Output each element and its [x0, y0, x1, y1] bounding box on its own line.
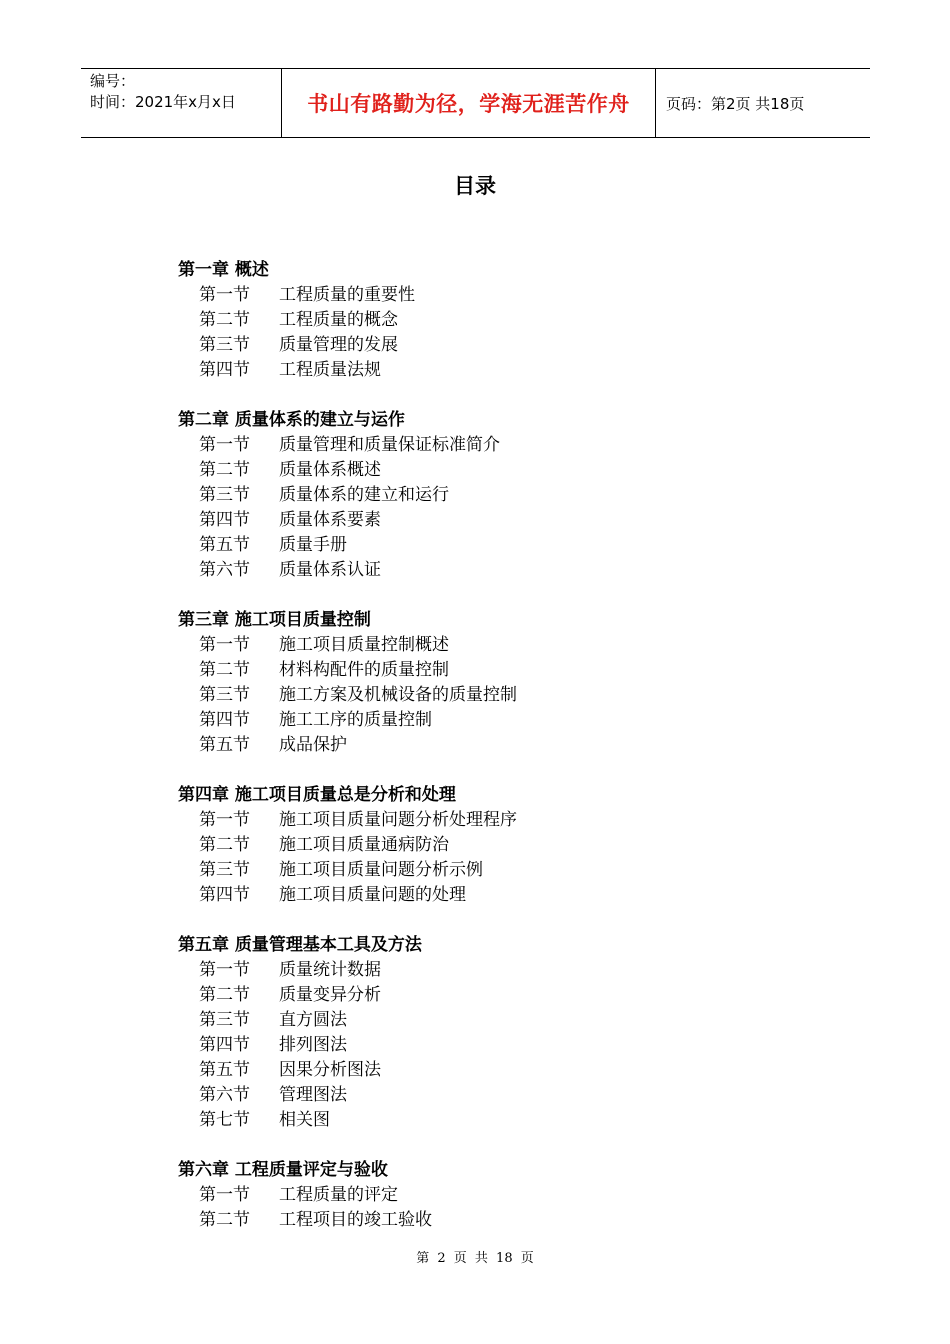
section-number: 第四节	[199, 360, 250, 380]
toc-section	[178, 1108, 778, 1133]
toc-section	[178, 633, 778, 658]
section-number: 第三节	[199, 860, 250, 880]
section-title: 质量变异分析	[279, 985, 381, 1005]
section-number: 第六节	[199, 560, 250, 580]
toc-section	[178, 1033, 778, 1058]
section-number: 第二节	[199, 310, 250, 330]
toc-chapter	[178, 608, 778, 758]
toc-section	[178, 333, 778, 358]
document-number-label: 编号：	[90, 72, 136, 90]
section-number: 第三节	[199, 485, 250, 505]
section-title: 工程质量的评定	[279, 1185, 398, 1205]
toc-section	[178, 458, 778, 483]
section-number: 第五节	[199, 735, 250, 755]
section-number: 第一节	[199, 285, 250, 305]
toc-section	[178, 958, 778, 983]
toc-section	[178, 433, 778, 458]
chapter-title: 第六章 工程质量评定与验收	[178, 1160, 388, 1180]
page-header	[81, 68, 870, 138]
toc-section	[178, 558, 778, 583]
toc-section	[178, 1183, 778, 1208]
toc-section	[178, 1008, 778, 1033]
toc-chapter	[178, 783, 778, 908]
toc-section	[178, 283, 778, 308]
toc-section	[178, 833, 778, 858]
chapter-title: 第四章 施工项目质量总是分析和处理	[178, 785, 456, 805]
toc-section	[178, 358, 778, 383]
page-title: 目录	[454, 174, 496, 198]
toc-section	[178, 708, 778, 733]
section-number: 第三节	[199, 685, 250, 705]
section-number: 第五节	[199, 1060, 250, 1080]
section-title: 管理图法	[279, 1085, 347, 1105]
document-time-label: 时间：2021年x月x日	[90, 93, 236, 111]
header-page-info: 页码：第2页 共18页	[666, 94, 805, 113]
section-number: 第一节	[199, 435, 250, 455]
toc-section	[178, 883, 778, 908]
section-title: 质量体系认证	[279, 560, 381, 580]
section-title: 施工项目质量问题分析示例	[279, 860, 483, 880]
section-title: 质量体系的建立和运行	[279, 485, 449, 505]
section-title: 直方圆法	[279, 1010, 347, 1030]
section-title: 质量统计数据	[279, 960, 381, 980]
section-title: 因果分析图法	[279, 1060, 381, 1080]
section-title: 质量体系概述	[279, 460, 381, 480]
section-number: 第七节	[199, 1110, 250, 1130]
section-number: 第三节	[199, 335, 250, 355]
section-title: 成品保护	[279, 735, 347, 755]
toc-section	[178, 858, 778, 883]
toc-section	[178, 733, 778, 758]
section-number: 第三节	[199, 1010, 250, 1030]
section-title: 质量手册	[279, 535, 347, 555]
section-number: 第五节	[199, 535, 250, 555]
toc-chapter	[178, 408, 778, 583]
section-title: 施工项目质量问题的处理	[279, 885, 466, 905]
section-number: 第六节	[199, 1085, 250, 1105]
section-number: 第四节	[199, 885, 250, 905]
section-number: 第二节	[199, 835, 250, 855]
section-title: 工程质量的重要性	[279, 285, 415, 305]
toc-chapter	[178, 933, 778, 1133]
section-number: 第一节	[199, 960, 250, 980]
toc-section	[178, 308, 778, 333]
section-title: 相关图	[279, 1110, 330, 1130]
section-title: 质量管理的发展	[279, 335, 398, 355]
toc-section	[178, 483, 778, 508]
section-title: 工程项目的竣工验收	[279, 1210, 432, 1230]
toc-section	[178, 983, 778, 1008]
toc-section	[178, 683, 778, 708]
chapter-title: 第二章 质量体系的建立与运作	[178, 410, 405, 430]
table-of-contents	[178, 258, 778, 1258]
section-number: 第四节	[199, 510, 250, 530]
section-number: 第一节	[199, 635, 250, 655]
chapter-title: 第五章 质量管理基本工具及方法	[178, 935, 422, 955]
section-title: 质量管理和质量保证标准简介	[279, 435, 500, 455]
toc-section	[178, 658, 778, 683]
section-title: 施工项目质量问题分析处理程序	[279, 810, 517, 830]
section-title: 排列图法	[279, 1035, 347, 1055]
section-number: 第二节	[199, 660, 250, 680]
section-title: 施工方案及机械设备的质量控制	[279, 685, 517, 705]
toc-section	[178, 1208, 778, 1233]
header-meta	[81, 69, 281, 137]
section-title: 材料构配件的质量控制	[279, 660, 449, 680]
section-title: 质量体系要素	[279, 510, 381, 530]
toc-section	[178, 533, 778, 558]
toc-chapter	[178, 1158, 778, 1233]
page-footer: 第 2 页 共 18 页	[416, 1251, 534, 1266]
section-number: 第四节	[199, 1035, 250, 1055]
section-number: 第四节	[199, 710, 250, 730]
toc-section	[178, 808, 778, 833]
section-number: 第二节	[199, 460, 250, 480]
toc-section	[178, 1058, 778, 1083]
toc-chapter	[178, 258, 778, 383]
toc-section	[178, 508, 778, 533]
chapter-title: 第三章 施工项目质量控制	[178, 610, 371, 630]
toc-section	[178, 1083, 778, 1108]
section-number: 第二节	[199, 1210, 250, 1230]
section-title: 工程质量法规	[279, 360, 381, 380]
section-title: 施工项目质量通病防治	[279, 835, 449, 855]
section-title: 工程质量的概念	[279, 310, 398, 330]
section-title: 施工项目质量控制概述	[279, 635, 449, 655]
section-title: 施工工序的质量控制	[279, 710, 432, 730]
section-number: 第一节	[199, 1185, 250, 1205]
chapter-title: 第一章 概述	[178, 260, 269, 280]
section-number: 第二节	[199, 985, 250, 1005]
header-motto: 书山有路勤为径，学海无涯苦作舟	[281, 69, 656, 137]
section-number: 第一节	[199, 810, 250, 830]
